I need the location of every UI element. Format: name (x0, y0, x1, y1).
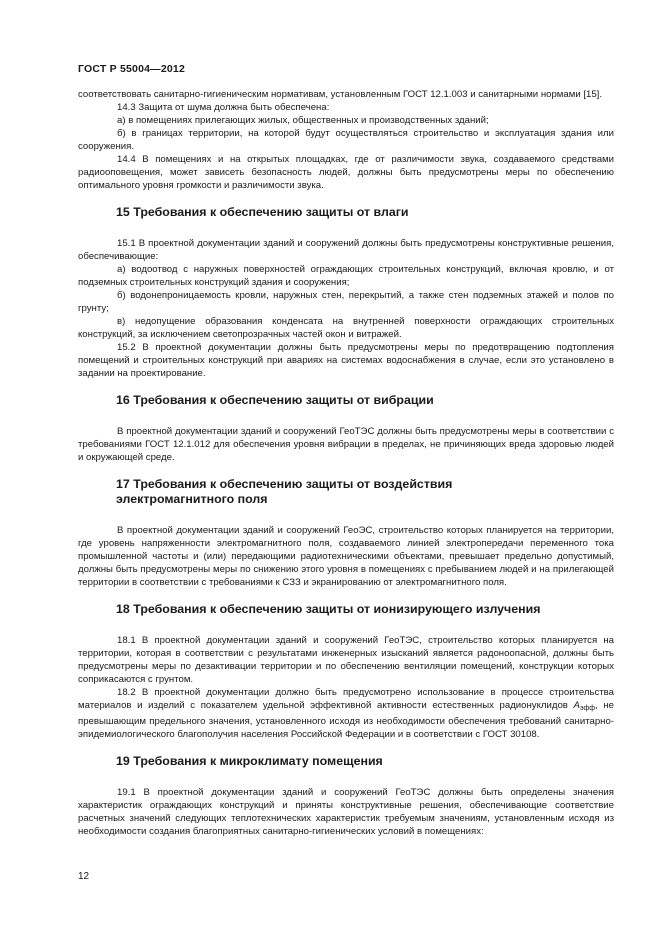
s16-heading: 16 Требования к обеспечению защиты от вибрации (116, 393, 434, 407)
s15-heading: 15 Требования к обеспечению защиты от влаги (116, 205, 409, 219)
s14-4-paragraph: 14.4 В помещениях и на открытых площадках, где от различимости звука, создаваемого средствами радиооповещения, может зависеть безопасность людей, должны быть предусмотрены меры по обеспечению оптимального уровня громкости и различимости звука. (78, 154, 614, 191)
s17-paragraph: В проектной документации зданий и сооружений ГеоЭС, строительство которых планируется на территории, где уровень напряженности электромагнитного поля, создаваемого линией электропередачи переменного тока промышленной частоты и (или) передающими радиотехническими объектами, превышает предельно допустимый, должны быть предусмотрены меры по снижению этого уровня в помещениях с пребыванием людей и на прилегающей территории в соответствии с требованиями к СЗЗ и экранированию от электромагнитного поля. (78, 525, 614, 588)
s14-3-item-a: а) в помещениях прилегающих жилых, общественных и производственных зданий; (117, 115, 489, 126)
s17-heading-line1: 17 Требования к обеспечению защиты от воздействия (116, 477, 453, 491)
s15-1-item-a: а) водоотвод с наружных поверхностей ограждающих строительных конструкций, включая кровлю, и от подземных строительных конструкций здания и сооружения; (78, 264, 614, 288)
s19-heading: 19 Требования к микроклимату помещения (116, 754, 383, 768)
s15-1-item-b: б) водонепроницаемость кровли, наружных стен, перекрытий, а также стен подземных этажей и полов по грунту; (78, 290, 614, 314)
document-body (78, 88, 614, 838)
s15-2-paragraph: 15.2 В проектной документации должны быть предусмотрены меры по предотвращению подтопления помещений и строительных конструкций при авариях на системах водоснабжения в случае, если это установлено в задании на проектирование. (78, 342, 614, 379)
s18-1-paragraph: 18.1 В проектной документации зданий и сооружений ГеоТЭС, строительство которых планируется на территории, которая в соответствии с результатами инженерных изысканий является радоноопасной, должны быть предусмотрены меры по дезактивации территории и по обеспечению вентиляции помещений, конструкции которых соприкасаются с грунтом. (78, 635, 614, 685)
s18-2-paragraph (78, 686, 614, 741)
s16-paragraph: В проектной документации зданий и сооружений ГеоТЭС должны быть предусмотрены меры в соответствии с требованиями ГОСТ 12.1.012 для обеспечения уровня вибрации в пределах, не причиняющих вреда здоровью людей и окружающей среде. (78, 426, 614, 463)
s14-continuation: соответствовать санитарно-гигиеническим нормативам, установленным ГОСТ 12.1.003 и санитарными нормами [15]. (78, 89, 603, 100)
page-number: 12 (78, 871, 90, 882)
standard-code-header: ГОСТ Р 55004—2012 (78, 63, 186, 75)
s17-heading-line2: электромагнитного поля (116, 492, 268, 506)
s18-heading: 18 Требования к обеспечению защиты от ионизирующего излучения (116, 602, 541, 616)
activity-symbol: А (573, 700, 580, 711)
s15-1-paragraph: 15.1 В проектной документации зданий и сооружений должны быть предусмотрены конструктивные решения, обеспечивающие: (78, 238, 614, 262)
s18-2-text-start: 18.2 В проектной документации должно быть предусмотрено использование в процессе строительства материалов и изделий с показателем удельной эффективной активности естественных радионуклидов (78, 687, 614, 711)
activity-subscript: эфф (579, 705, 596, 712)
s14-3-paragraph: 14.3 Защита от шума должна быть обеспечена: (117, 102, 330, 113)
s15-1-item-c: в) недопущение образования конденсата на внутренней поверхности ограждающих строительных конструкций, за исключением светопрозрачных частей окон и витражей. (78, 316, 614, 340)
s14-3-item-b: б) в границах территории, на которой будут осуществляться строительство и эксплуатация здания или сооружения. (78, 128, 614, 152)
s19-1-paragraph: 19.1 В проектной документации зданий и сооружений ГеоТЭС должны быть определены значения характеристик ограждающих конструкций и приняты конструктивные решения, обеспечивающие соответствие расчетных значений следующих теплотехнических характеристик требуемым значениям, установленным исходя из необходимости создания благоприятных санитарно-гигиенических условий в помещениях: (78, 787, 614, 837)
s18-2-text-end: , не превышающим предельного значения, установленного исходя из необходимости обеспечения требований санитарно-эпидемиологического благополучия населения Российской Федерации и в соответствии с ГОСТ 30108. (78, 700, 614, 740)
